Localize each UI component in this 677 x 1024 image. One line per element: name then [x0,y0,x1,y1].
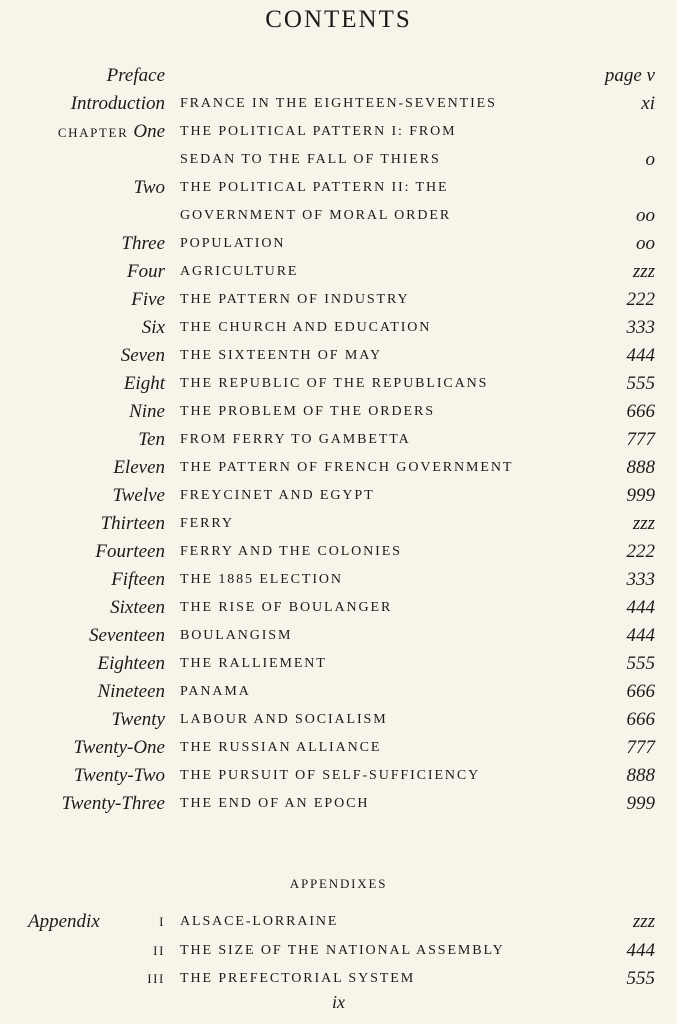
entry-page: 222 [626,541,655,562]
entry-label: Twenty-Three [61,793,165,814]
entry-page: 333 [626,317,655,338]
entry-title: AGRICULTURE [180,264,299,279]
entry-label: Seventeen [89,625,165,646]
entry-label: Fifteen [111,569,165,590]
toc-entry-chapter-8 [0,370,677,398]
entry-page: xi [641,93,655,114]
entry-title: SEDAN TO THE FALL OF THIERS [180,152,441,167]
entry-page: 555 [626,373,655,394]
toc-entry-introduction [0,90,677,118]
toc-entry-chapter-2 [0,174,677,202]
entry-title: THE RALLIEMENT [180,656,327,671]
toc-entry-chapter-16 [0,594,677,622]
toc-entry-chapter-21 [0,734,677,762]
toc-entry-appendix-1 [0,908,677,936]
appendix-label: Appendix [28,911,100,932]
appendix-numeral: II [153,943,165,958]
entry-label [58,118,165,147]
toc-entry-chapter-1-cont [0,146,677,174]
toc-entry-chapter-6 [0,314,677,342]
entry-label: Sixteen [110,597,165,618]
entry-title: LABOUR AND SOCIALISM [180,712,388,727]
entry-label: Nineteen [97,681,165,702]
entry-page: 999 [626,485,655,506]
entry-label: Nine [129,401,165,422]
appendix-numeral: I [159,914,165,929]
entry-label: Two [133,177,165,198]
chapter-prefix: CHAPTER [57,125,129,140]
entry-title: THE REPUBLIC OF THE REPUBLICANS [180,376,489,391]
toc-entry-appendix-3 [0,965,677,993]
entry-page: 444 [626,597,655,618]
entry-page: 999 [626,793,655,814]
entry-page: 888 [626,765,655,786]
entry-label: Five [131,289,165,310]
toc-entry-chapter-4 [0,258,677,286]
entry-label: Fourteen [95,541,165,562]
toc-entry-chapter-1 [0,118,677,146]
entry-title: FREYCINET AND EGYPT [180,488,375,503]
entry-page: oo [636,233,655,254]
entry-page: zzz [632,513,655,534]
entry-label: Ten [138,429,165,450]
entry-label: Preface [106,65,165,86]
entry-title: THE SIZE OF THE NATIONAL ASSEMBLY [180,943,505,958]
entry-page: oo [636,205,655,226]
toc-entry-chapter-14 [0,538,677,566]
toc-entry-chapter-3 [0,230,677,258]
entry-label: Twelve [112,485,165,506]
entry-label: Six [141,317,165,338]
entry-label: Eight [123,373,165,394]
toc-entry-chapter-18 [0,650,677,678]
entry-title: THE POLITICAL PATTERN II: THE [180,180,449,195]
entry-title: THE PATTERN OF INDUSTRY [180,292,410,307]
entry-title: FRANCE IN THE EIGHTEEN-SEVENTIES [180,96,497,111]
entry-title: POPULATION [180,236,286,251]
entry-title: THE RISE OF BOULANGER [180,600,393,615]
entry-page: 666 [626,709,655,730]
entry-page: 444 [626,940,655,961]
entry-page: 777 [626,737,655,758]
entry-page: 444 [626,345,655,366]
appendix-numeral: III [147,971,165,986]
entry-title: THE 1885 ELECTION [180,572,343,587]
entry-page: o [645,149,655,170]
entry-title: BOULANGISM [180,628,293,643]
entry-title: ALSACE-LORRAINE [180,914,339,929]
entry-label: Twenty-Two [73,765,165,786]
toc-entry-preface [0,62,677,90]
entry-label: Twenty [111,709,165,730]
entry-page: 888 [626,457,655,478]
toc-entry-chapter-2-cont [0,202,677,230]
entry-title: THE SIXTEENTH OF MAY [180,348,382,363]
toc-entry-chapter-20 [0,706,677,734]
toc-entry-chapter-19 [0,678,677,706]
entry-label: Eleven [113,457,165,478]
entry-label: Thirteen [100,513,165,534]
chapter-number: One [133,121,165,142]
entry-label: Four [127,261,165,282]
toc-entry-chapter-23 [0,790,677,818]
entry-page: 222 [626,289,655,310]
entry-title: THE CHURCH AND EDUCATION [180,320,432,335]
entry-title: THE PROBLEM OF THE ORDERS [180,404,435,419]
entry-page: 555 [626,968,655,989]
entry-title: THE POLITICAL PATTERN I: FROM [180,124,457,139]
toc-entry-chapter-7 [0,342,677,370]
appendixes-heading: APPENDIXES [289,876,388,891]
toc-entry-appendix-2 [0,937,677,965]
entry-title: FROM FERRY TO GAMBETTA [180,432,411,447]
entry-title: THE END OF AN EPOCH [180,796,370,811]
entry-title: FERRY AND THE COLONIES [180,544,402,559]
entry-label: Twenty-One [73,737,165,758]
toc-entry-chapter-13 [0,510,677,538]
entry-page: 555 [626,653,655,674]
page-title: CONTENTS [265,6,412,33]
entry-title: THE PREFECTORIAL SYSTEM [180,971,416,986]
entry-title: THE RUSSIAN ALLIANCE [180,740,382,755]
entry-page: 333 [626,569,655,590]
entry-label: Eighteen [97,653,165,674]
toc-entry-chapter-12 [0,482,677,510]
page-number: ix [332,992,345,1012]
toc-entry-chapter-15 [0,566,677,594]
entry-label: Introduction [70,93,165,114]
entry-label: Seven [120,345,165,366]
entry-title: FERRY [180,516,234,531]
toc-entry-chapter-9 [0,398,677,426]
entry-page: 444 [626,625,655,646]
toc-entry-chapter-11 [0,454,677,482]
entry-title: THE PURSUIT OF SELF-SUFFICIENCY [180,768,481,783]
entry-title: GOVERNMENT OF MORAL ORDER [180,208,452,223]
entry-page: zzz [632,911,655,932]
entry-page: 777 [626,429,655,450]
toc-entry-chapter-5 [0,286,677,314]
entry-page: 666 [626,401,655,422]
entry-page: 666 [626,681,655,702]
entry-page: zzz [632,261,655,282]
toc-entry-chapter-17 [0,622,677,650]
entry-title: PANAMA [180,684,251,699]
toc-entry-chapter-22 [0,762,677,790]
entry-label: Three [121,233,165,254]
toc-entry-chapter-10 [0,426,677,454]
entry-title: THE PATTERN OF FRENCH GOVERNMENT [180,460,514,475]
entry-page: page v [604,65,655,86]
